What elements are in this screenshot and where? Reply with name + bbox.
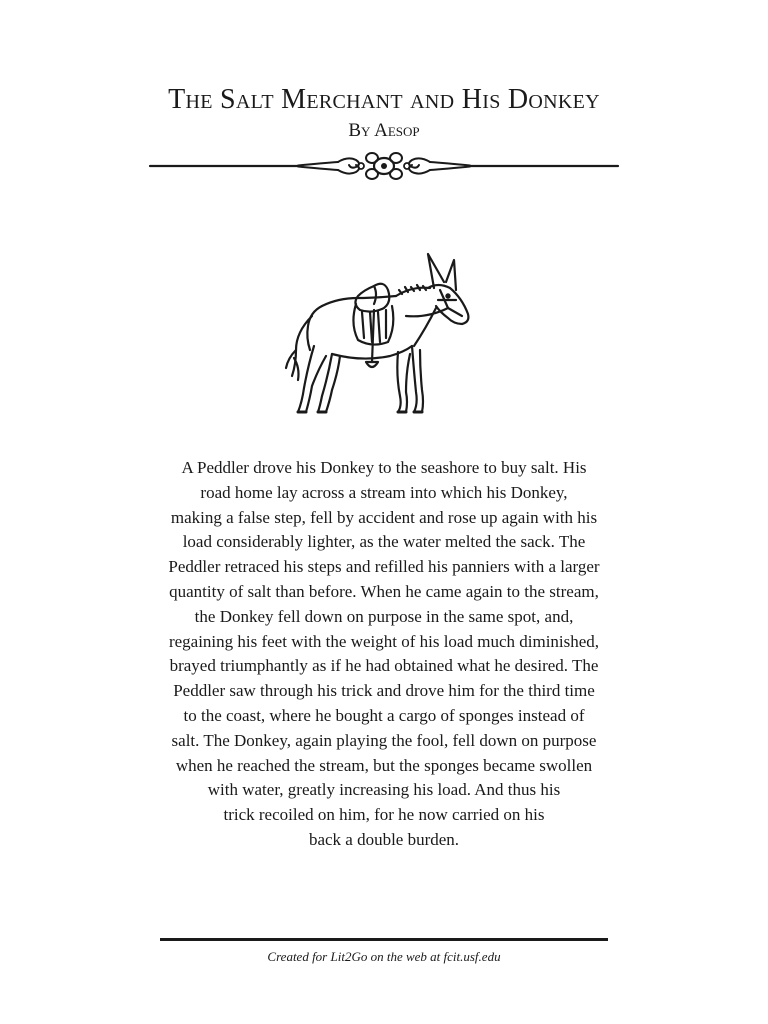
story-line: back a double burden. [308, 829, 460, 849]
story-line: regaining his feet with the weight of his load much diminished, [168, 631, 600, 651]
story-line: with water, greatly increasing his load. And thus his [207, 780, 561, 800]
story-line: load considerably lighter, as the water melted the sack. The [182, 532, 586, 552]
footer-divider [160, 938, 608, 941]
story-line: when he reached the stream, but the sponges became swollen [175, 755, 593, 775]
author-byline: By Aesop [348, 120, 420, 141]
story-body [126, 456, 642, 853]
story-line: A Peddler drove his Donkey to the seashore to buy salt. His [181, 458, 587, 477]
story-line: trick recoiled on him, for he now carried on his [223, 805, 545, 825]
story-line: Peddler saw through his trick and drove him for the third time [173, 681, 595, 701]
story-line: to the coast, where he bought a cargo of sponges instead of [183, 705, 585, 725]
footer-credit: Created for Lit2Go on the web at fcit.usf.edu [267, 949, 501, 964]
story-line: Peddler retraced his steps and refilled his panniers with a larger [168, 557, 600, 577]
page-title: The Salt Merchant and His Donkey [168, 84, 600, 115]
story-line: brayed triumphantly as if he had obtained what he desired. The [169, 656, 599, 676]
story-line: the Donkey fell down on purpose in the same spot, and, [194, 606, 574, 626]
decorative-divider-icon [148, 146, 620, 186]
donkey-illustration-icon [278, 246, 478, 422]
story-line: quantity of salt than before. When he came again to the stream, [169, 581, 599, 601]
story-line: road home lay across a stream into which his Donkey, [200, 482, 568, 502]
story-line: making a false step, fell by accident and rose up again with his [170, 507, 598, 527]
story-line: salt. The Donkey, again playing the fool, fell down on purpose [171, 730, 597, 750]
